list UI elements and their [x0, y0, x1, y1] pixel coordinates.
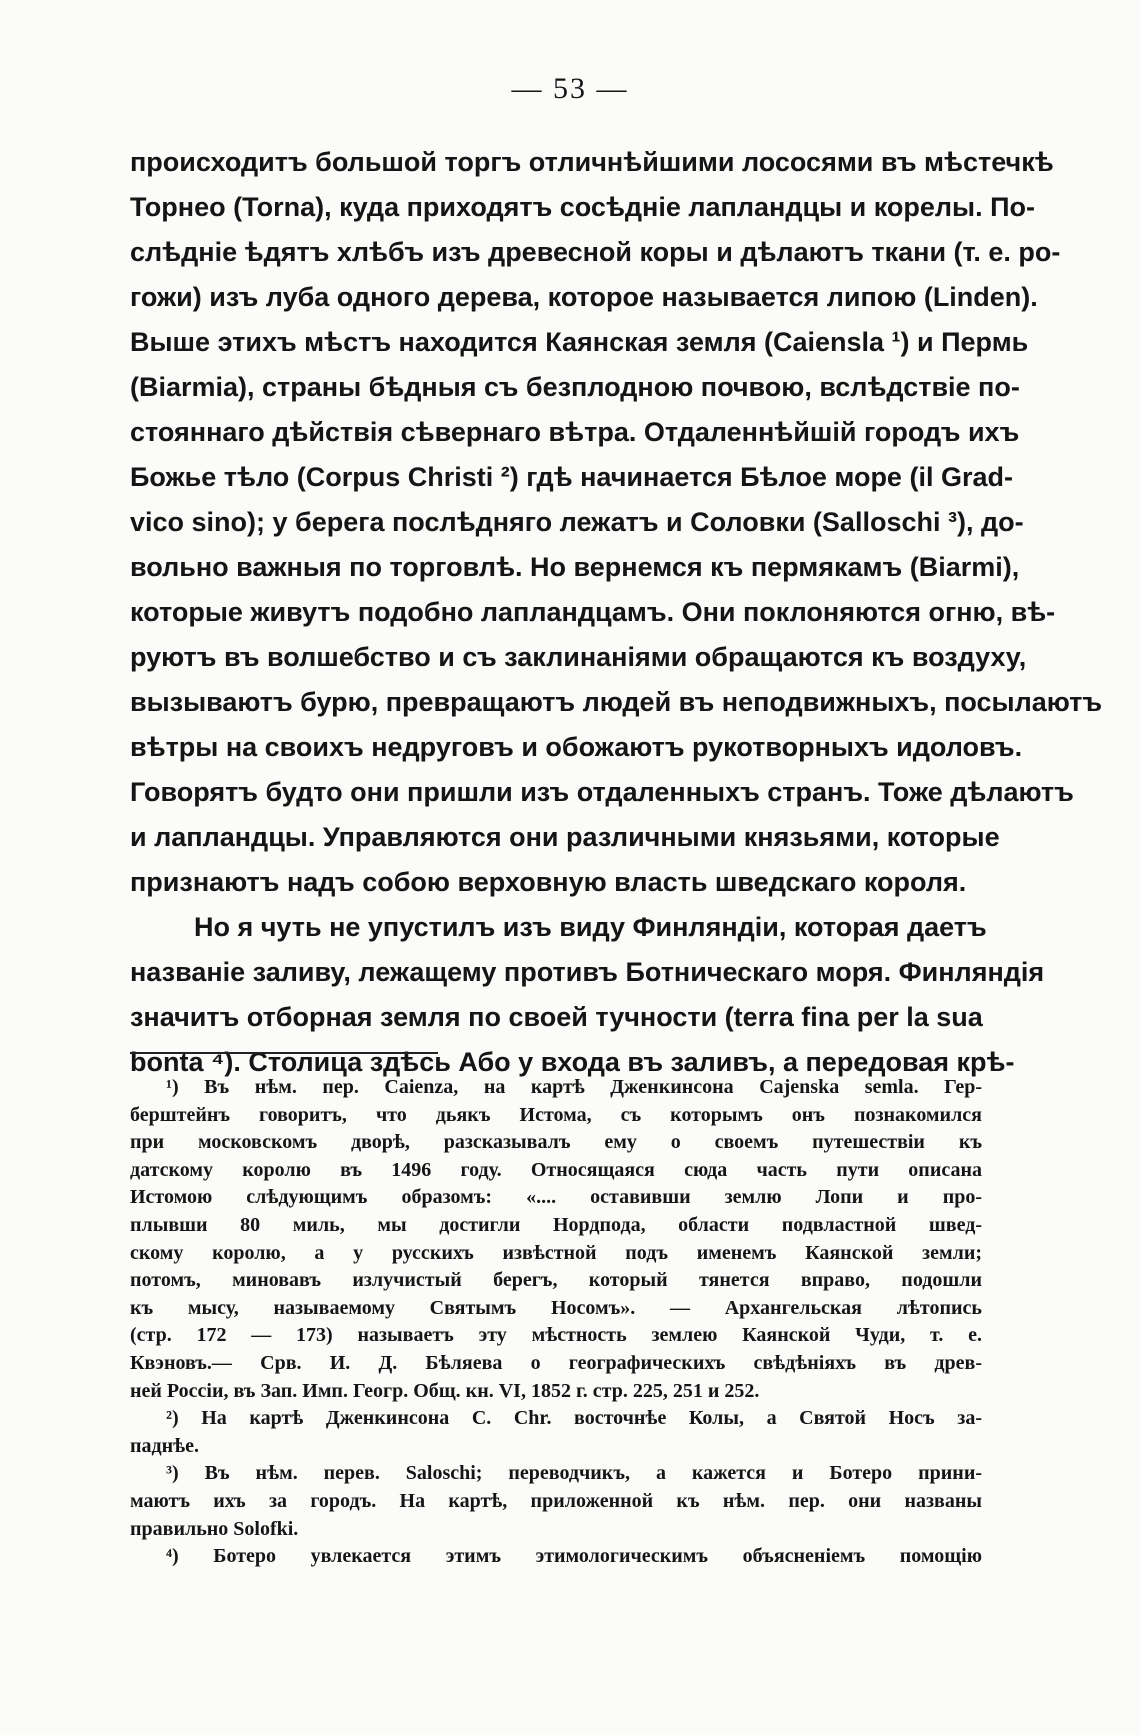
text-line: Торнео (Torna), куда приходятъ сосѣдніе лапландцы и корелы. По-	[130, 192, 1035, 222]
footnote-line: ¹) Въ нѣм. пер. Caienza, на картѣ Дженкинсона Cajenska semla. Гер-	[166, 1076, 982, 1098]
footnote-line: плывши 80 миль, мы достигли Нордпода, области подвластной швед-	[130, 1213, 982, 1236]
text-line: признаютъ надъ собою верховную власть шведскаго короля.	[130, 867, 967, 897]
main-text	[130, 140, 1103, 1085]
text-line: Но я чуть не упустилъ изъ виду Финляндіи, которая даетъ	[194, 912, 987, 942]
footnote-line: ²) На картѣ Дженкинсона C. Chr. восточнѣе Колы, а Святой Носъ за-	[166, 1407, 982, 1430]
text-line: которые живутъ подобно лапландцамъ. Они поклоняются огню, вѣ-	[130, 597, 1056, 627]
footnote-line: правильно Solofki.	[130, 1517, 299, 1540]
text-line: вѣтры на своихъ недруговъ и обожаютъ рукотворныхъ идоловъ.	[130, 732, 1023, 762]
footnote-line: паднѣе.	[130, 1434, 200, 1457]
footnote-line: при московскомъ дворѣ, разсказывалъ ему о своемъ путешествіи къ	[130, 1131, 982, 1154]
footnotes	[130, 1074, 982, 1571]
text-line: (Biarmia), страны бѣдныя съ безплодною почвою, вслѣдствіе по-	[130, 372, 1020, 402]
footnote-line: ⁴) Ботеро увлекается этимъ этимологическимъ объясненіемъ помощію	[166, 1545, 982, 1568]
text-line: Говорятъ будто они пришли изъ отдаленныхъ странъ. Тоже дѣлаютъ	[130, 777, 1074, 807]
text-line: гожи) изъ луба одного дерева, которое называется липою (Linden).	[130, 282, 1038, 312]
text-line: vico sino); у берега послѣдняго лежатъ и Соловки (Salloschi ³), до-	[130, 507, 1024, 537]
footnote-line: Квэновъ.— Срв. И. Д. Бѣляева о географическихъ свѣдѣніяхъ въ древ-	[130, 1351, 982, 1374]
text-line: вызываютъ бурю, превращаютъ людей въ неподвижныхъ, посылаютъ	[130, 687, 1103, 717]
footnote-line: (стр. 172 — 173) называетъ эту мѣстность землею Каянской Чуди, т. е.	[130, 1324, 982, 1347]
footnote-line: берштейнъ говоритъ, что дьякъ Истома, съ которымъ онъ познакомился	[130, 1103, 982, 1126]
text-line: стояннаго дѣйствія сѣвернаго вѣтра. Отдаленнѣйшій городъ ихъ	[130, 417, 1020, 447]
footnote-line: датскому королю въ 1496 году. Относящаяся сюда часть пути описана	[130, 1158, 982, 1181]
text-line: Божье тѣло (Corpus Christi ²) гдѣ начинается Бѣлое море (il Grad-	[130, 462, 1013, 492]
text-line: значитъ отборная земля по своей тучности (terra fina per la sua	[130, 1002, 983, 1032]
footnote-line: потомъ, миновавъ излучистый берегъ, который тянется вправо, подошли	[130, 1269, 982, 1292]
footnote-line: къ мысу, называемому Святымъ Носомъ». — Архангельская лѣтопись	[130, 1296, 982, 1319]
footnote-divider	[130, 1052, 438, 1054]
footnote-line: ³) Въ нѣм. перев. Saloschi; переводчикъ, а кажется и Ботеро прини-	[166, 1462, 982, 1485]
footnote-line: Истомою слѣдующимъ образомъ: «.... оставивши землю Лопи и про-	[130, 1186, 982, 1209]
text-line: руютъ въ волшебство и съ заклинаніями обращаются къ воздуху,	[130, 642, 1027, 672]
footnote-line: маютъ ихъ за городъ. На картѣ, приложенной къ нѣм. пер. они названы	[130, 1489, 982, 1512]
text-line: слѣдніе ѣдятъ хлѣбъ изъ древесной коры и дѣлаютъ ткани (т. е. ро-	[130, 237, 1061, 267]
page-number: — 53 —	[511, 72, 629, 105]
text-line: bonta ⁴). Столица здѣсь Або у входа въ заливъ, а передовая крѣ-	[130, 1047, 1015, 1077]
text-line: и лапландцы. Управляются они различными князьями, которые	[130, 822, 1000, 852]
footnote-line: скому королю, а у русскихъ извѣстной подъ именемъ Каянской земли;	[130, 1241, 982, 1264]
text-line: названіе заливу, лежащему противъ Ботническаго моря. Финляндія	[130, 957, 1045, 987]
text-line: Выше этихъ мѣстъ находится Каянская земля (Caiensla ¹) и Пермь	[130, 327, 1029, 357]
footnote-line: ней Россіи, въ Зап. Имп. Геогр. Общ. кн. VI, 1852 г. стр. 225, 251 и 252.	[130, 1379, 760, 1402]
text-line: происходитъ большой торгъ отличнѣйшими лососями въ мѣстечкѣ	[130, 147, 1054, 177]
text-line: вольно важныя по торговлѣ. Но вернемся къ пермякамъ (Biarmi),	[130, 552, 1020, 582]
